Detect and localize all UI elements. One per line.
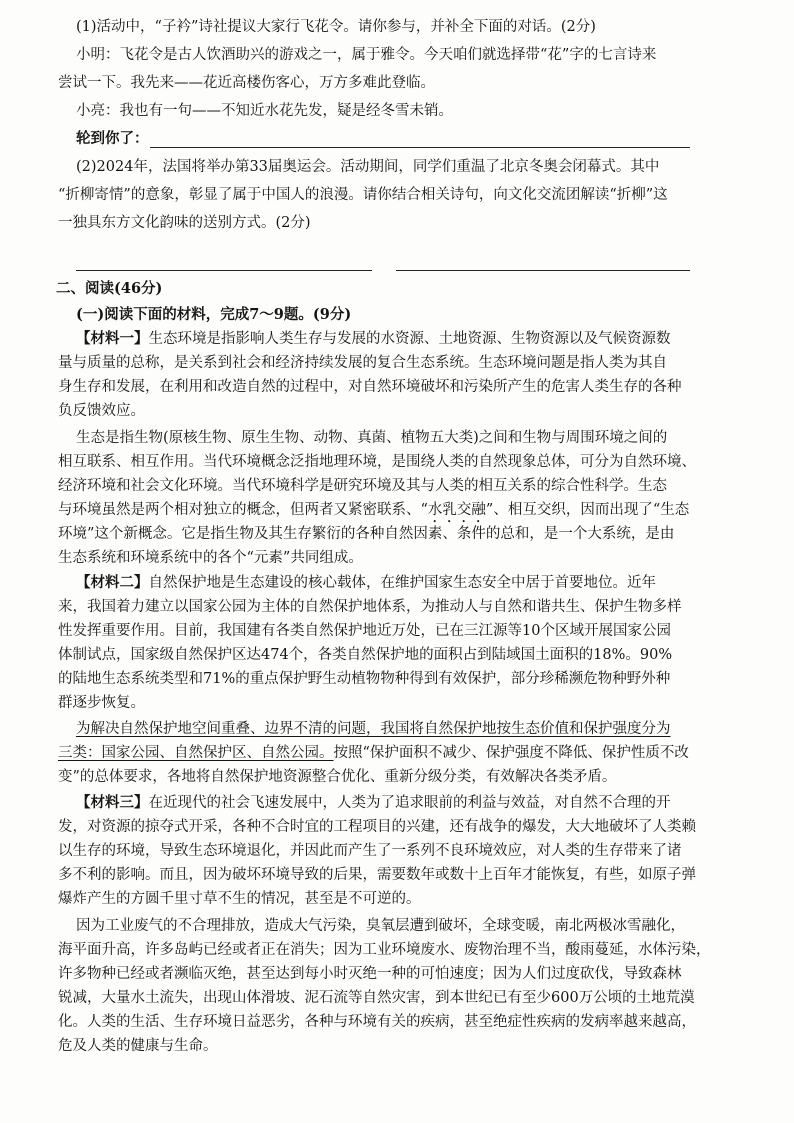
material2-p2-line-1 (76, 719, 734, 739)
material3-p2-line-3: 许多物种已经或者濒临灭绝，甚至达到每小时灭绝一种的可怕速度；因为人们过度砍伐，导致森林 (58, 966, 682, 982)
material3-line-1: 【材料三】在近现代的社会飞速发展中，人类为了追求眼前的利益与效益，对自然不合理的开 (76, 794, 671, 811)
material1-p2-line-6: 生态系统和环境系统中的各个“元素”共同组成。 (58, 550, 363, 566)
answer-blank-2b[interactable] (396, 270, 690, 271)
q6-part2-line-2: “折柳寄情”的意象，彰显了属于中国人的浪漫。请你结合相关诗句，向文化交流团解读“折柳”这 (58, 187, 668, 203)
material3-line-5: 爆炸产生的方圆千里寸草不生的情况，甚至是不可逆的。 (58, 891, 421, 907)
material2-label: 【材料二】 (76, 574, 149, 591)
material3-p2-line-6: 危及人类的健康与生命。 (58, 1038, 218, 1054)
answer-blank-1[interactable] (150, 147, 690, 148)
material1-p2-line-5: 环境”这个新概念。它是指生物及其生存繁衍的各种自然因素、条件的总和，是一个大系统，是由 (58, 526, 675, 542)
material3-p2-line-5: 化。人类的生活、生存环境日益恶劣，各种与环境有关的疾病，甚至绝症性疾病的发病率越来越高， (58, 1014, 696, 1030)
material2-p2-line-3: 变”的总体要求，各地将自然保护地资源整合优化、重新分级分类，有效解决各类矛盾。 (58, 769, 617, 785)
xiaoming-line-2: 尝试一下。我先来——花近高楼伤客心，万方多难此登临。 (58, 75, 435, 91)
material2-line-1: 【材料二】自然保护地是生态建设的核心载体，在维护国家生态安全中居于首要地位。近年 (76, 574, 656, 591)
q6-part2-line-1: (2)2024年，法国将举办第33届奥运会。活动期间，同学们重温了北京冬奥会闭幕式。其中 (76, 159, 660, 175)
material3-line-2: 发，对资源的掠夺式开采，各种不合时宜的工程项目的兴建，还有战争的爆发，大大地破坏了人类赖 (58, 819, 696, 835)
xiaoming-line-1: 小明：飞花令是古人饮酒助兴的游戏之一，属于雅令。今天咱们就选择带“花”字的七言诗来 (76, 47, 657, 63)
your-turn-label: 轮到你了： (76, 130, 149, 147)
xiaoliang-line: 小亮：我也有一句——不知近水花先发，疑是经冬雪未销。 (76, 103, 453, 119)
emphasized-phrase: 水乳交融 (427, 502, 486, 518)
material1-line-3: 身生存和发展，在利用和改造自然的过程中，对自然环境破坏和污染所产生的危害人类生存的各种 (58, 379, 682, 395)
underlined-sentence-1: 为解决自然保护地空间重叠、边界不清的问题，我国将自然保护地按生态价值和保护强度分为 (76, 721, 671, 737)
material1-line-2: 量与质量的总称，是关系到社会和经济持续发展的复合生态系统。生态环境问题是指人类为其自 (58, 355, 667, 371)
q6-part2-line-3: 一独具东方文化韵味的送别方式。(2分) (58, 215, 311, 231)
section2-heading: 二、阅读(46分) (56, 280, 163, 297)
material2-p2-line-2: 三类：国家公园、自然保护区、自然公园。按照“保护面积不减少、保护强度不降低、保护性质不改 (58, 745, 689, 761)
underlined-sentence-2: 三类：国家公园、自然保护区、自然公园。 (58, 745, 334, 761)
material3-p2-line-2: 海平面升高，许多岛屿已经或者正在消失；因为工业环境废水、废物治理不当，酸雨蔓延，水体污染， (58, 942, 711, 958)
material1-p2-line-3: 经济环境和社会文化环境。当代环境科学是研究环境及其与人类的相互关系的综合性科学。生态 (58, 478, 667, 494)
material2-line-6: 群逐步恢复。 (58, 695, 145, 711)
material3-line-4: 多不利的影响。而且，因为破坏环境导致的后果，需要数年或数十上百年才能恢复，有些，如原子弹 (58, 867, 696, 883)
material1-line-4: 负反馈效应。 (58, 403, 145, 419)
material2-line-2: 来，我国着力建立以国家公园为主体的自然保护地体系，为推动人与自然和谐共生、保护生物多样 (58, 599, 682, 615)
material2-line-3: 性发挥重要作用。目前，我国建有各类自然保护地近万处，已在三江源等10个区域开展国家公园 (58, 623, 671, 639)
q6-part1-title: (1)活动中，“子衿”诗社提议大家行飞花令。请你参与，并补全下面的对话。(2分) (76, 19, 596, 35)
material1-label: 【材料一】 (76, 330, 149, 347)
material3-p2-line-1: 因为工业废气的不合理排放，造成大气污染，臭氧层遭到破坏，全球变暖，南北两极冰雪融化， (76, 918, 685, 934)
material1-p2-line-1: 生态是指生物(原核生物、原生生物、动物、真菌、植物五大类)之间和生物与周围环境之间的 (76, 430, 668, 446)
material3-label: 【材料三】 (76, 794, 149, 811)
material1-line-1: 【材料一】生态环境是指影响人类生存与发展的水资源、土地资源、生物资源以及气候资源数 (76, 330, 671, 347)
material3-p2-line-4: 锐减，大量水土流失，出现山体滑坡、泥石流等自然灾害，到本世纪已有至少600万公顷的土地荒漠 (58, 990, 695, 1006)
part1-title: (一)阅读下面的材料，完成7～9题。(9分) (76, 306, 352, 323)
material2-line-5: 的陆地生态系统类型和71%的重点保护野生动植物物种得到有效保护，部分珍稀濒危物种野外种 (58, 671, 671, 687)
answer-blank-2a[interactable] (76, 270, 372, 271)
material1-p2-line-4: 与环境虽然是两个相对独立的概念，但两者又紧密联系、“水乳交融”、相互交织，因而出现了“生态 (58, 502, 690, 518)
material3-line-3: 以生存的环境，导致生态环境退化，并因此而产生了一系列不良环境效应，对人类的生存带来了诸 (58, 843, 682, 859)
material2-line-4: 体制试点，国家级自然保护区达474个，各类自然保护地的面积占到陆域国土面积的18%。90% (58, 647, 673, 663)
material1-p2-line-2: 相互联系、相互作用。当代环境概念泛指地理环境，是围绕人类的自然现象总体，可分为自然环境、 (58, 454, 696, 470)
